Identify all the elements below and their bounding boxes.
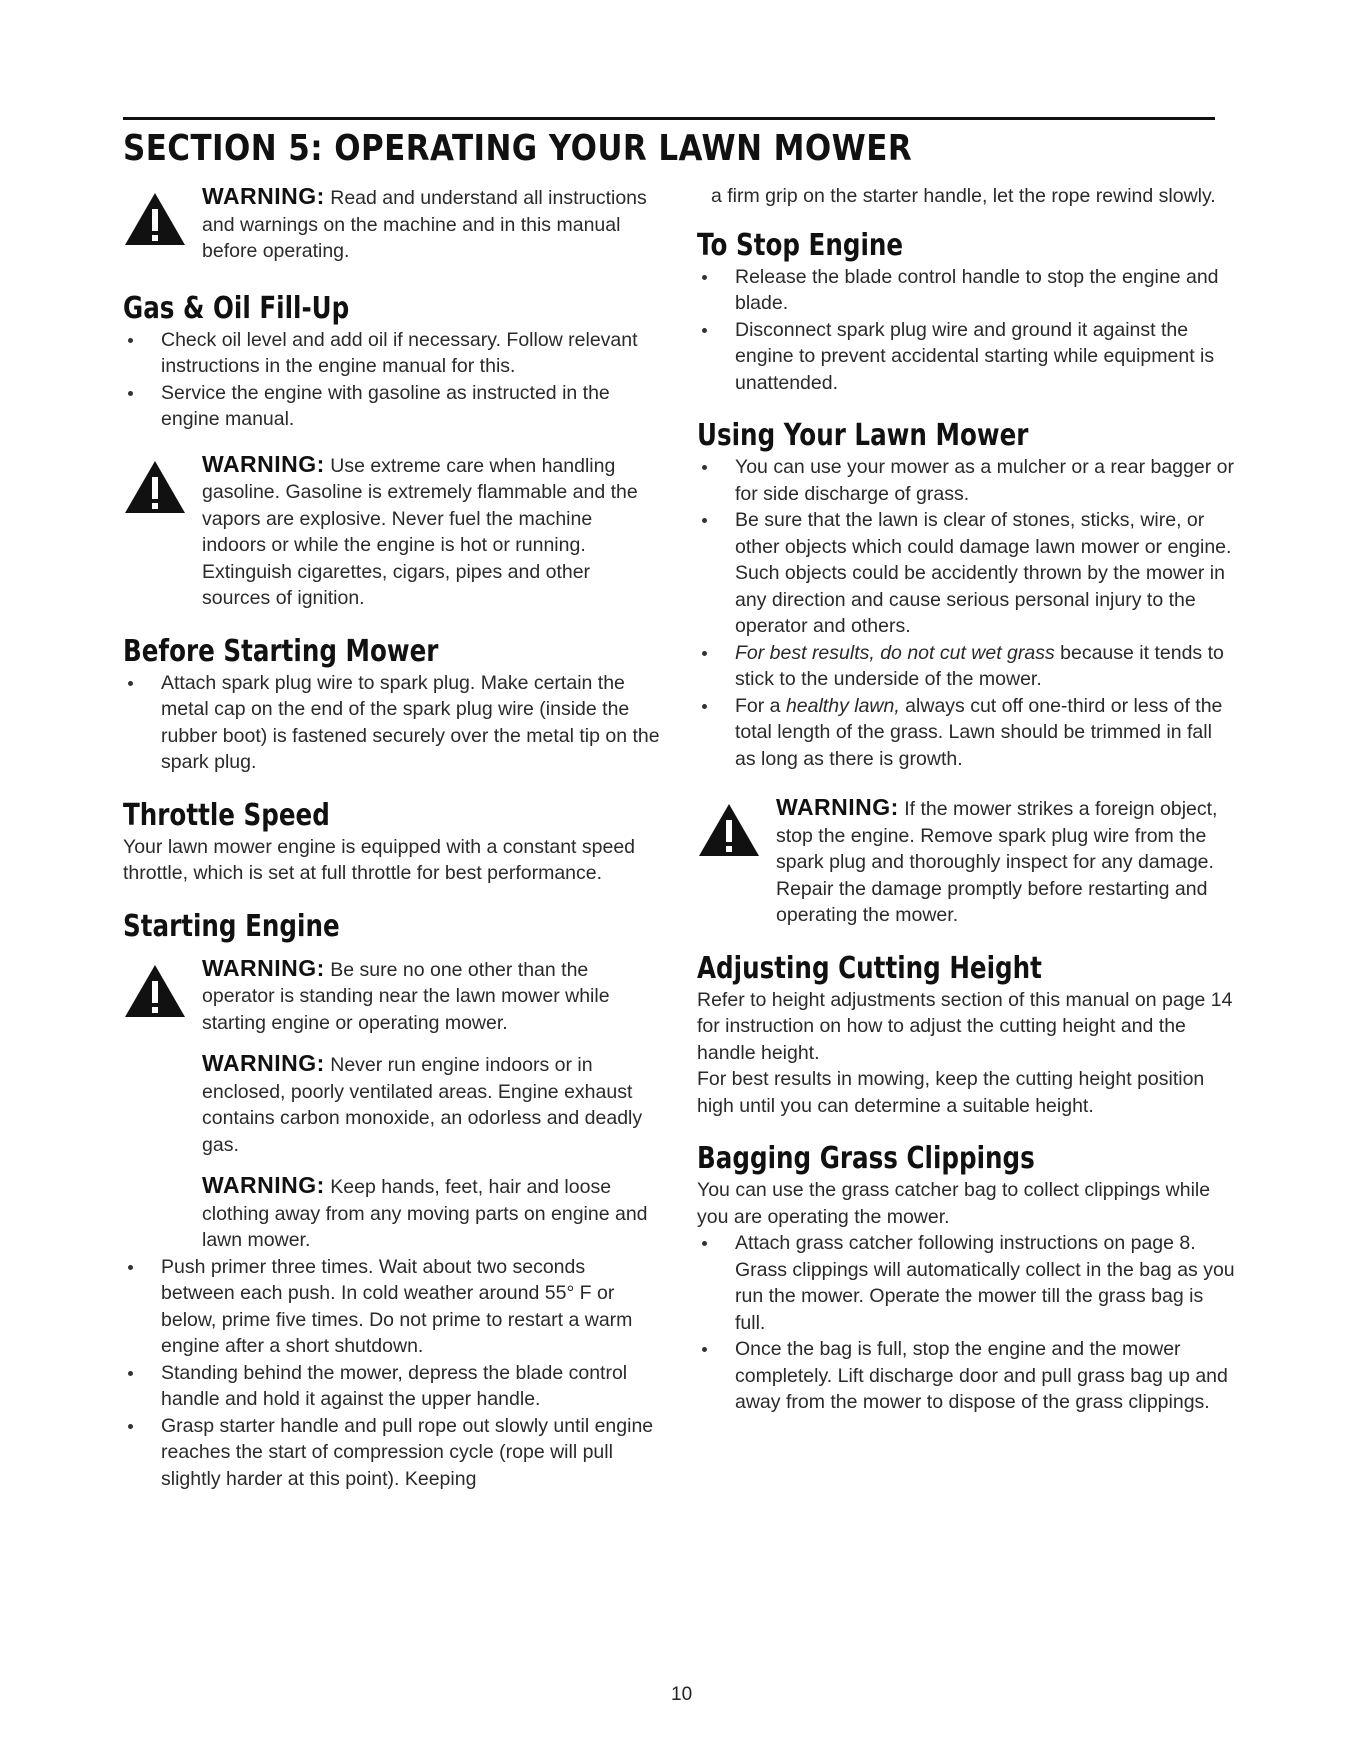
warning-text: If the mower strikes a foreign object, stop the engine. Remove spark plug wire from the spark plug and thoroughly inspect for any damage. Repair the damage promptly before restarting and operating the mower. (776, 798, 1218, 926)
before-starting-list (123, 670, 660, 776)
list-item (697, 640, 1237, 693)
warning-text: Read and understand all instructions and warnings on the machine and in this manual before operating. (202, 187, 647, 262)
list-item: Service the engine with gasoline as instructed in the engine manual. (123, 380, 660, 433)
list-item-text: always cut off one-third or less of the total length of the grass. Lawn should be trimmed in fall as long as there is growth. (735, 694, 1223, 770)
stop-engine-list (697, 264, 1237, 397)
adjusting-paragraph: For best results in mowing, keep the cutting height position high until you can determine a suitable height. (697, 1068, 1205, 1117)
list-item: Attach grass catcher following instructions on page 8. Grass clippings will automatically collect in the bag as you run the mower. Operate the mower till the grass bag is full. (697, 1230, 1237, 1336)
warning-triangle-icon (697, 802, 761, 858)
warning-ventilation (123, 1050, 660, 1158)
warning-intro (123, 183, 660, 265)
list-item: Grasp starter handle and pull rope out slowly until engine reaches the start of compression cycle (rope will pull slightly harder at this point). Keeping (123, 1413, 660, 1493)
heading-starting-engine: Starting Engine (123, 908, 340, 944)
warning-label: WARNING: (202, 1172, 325, 1198)
emphasis-text: For best results, do not cut wet grass (735, 641, 1055, 664)
bagging-text: You can use the grass catcher bag to collect clippings while you are operating the mower. (697, 1179, 1211, 1228)
page-number: 10 (671, 1684, 693, 1705)
warning-label: WARNING: (776, 794, 899, 820)
heading-before-starting: Before Starting Mower (123, 633, 439, 669)
left-column (123, 183, 660, 1492)
heading-gas-oil: Gas & Oil Fill-Up (123, 290, 350, 326)
list-item-text: because it tends to stick to the underside of the mower. (735, 641, 1224, 690)
heading-bagging: Bagging Grass Clippings (697, 1141, 1035, 1176)
heading-using-mower: Using Your Lawn Mower (697, 418, 1029, 453)
adjusting-paragraph: Refer to height adjustments section of this manual on page 14 for instruction on how to adjust the cutting height and the handle height. (697, 988, 1233, 1064)
warning-bystanders (123, 955, 660, 1037)
using-mower-list (697, 454, 1237, 772)
list-item: Be sure that the lawn is clear of stones, sticks, wire, or other objects which could damage lawn mower or engine. Such objects could be accidently thrown by the mower in any direction and cause serious personal injury to the operator and others. (697, 507, 1237, 640)
continued-text: a firm grip on the starter handle, let the rope rewind slowly. (711, 185, 1216, 207)
warning-triangle-icon (123, 963, 187, 1019)
emphasis-text: healthy lawn, (785, 694, 900, 717)
list-item: Once the bag is full, stop the engine and the mower completely. Lift discharge door and pull grass bag up and away from the mower to dispose of the grass clippings. (697, 1336, 1237, 1416)
list-item: Check oil level and add oil if necessary. Follow relevant instructions in the engine manual for this. (123, 327, 660, 380)
right-column (697, 183, 1237, 1416)
heading-to-stop-engine: To Stop Engine (697, 227, 904, 263)
list-item: Release the blade control handle to stop the engine and blade. (697, 264, 1237, 317)
warning-triangle-icon (123, 191, 187, 247)
gas-oil-list (123, 327, 660, 433)
warning-moving-parts (123, 1172, 660, 1254)
bagging-list (697, 1230, 1237, 1416)
warning-text: Never run engine indoors or in enclosed, poorly ventilated areas. Engine exhaust contains carbon monoxide, an odorless and deadly gas. (202, 1054, 643, 1156)
warning-foreign-object (697, 794, 1237, 929)
warning-text: Be sure no one other than the operator is standing near the lawn mower while starting engine or operating mower. (202, 958, 610, 1034)
list-item: Standing behind the mower, depress the blade control handle and hold it against the upper handle. (123, 1360, 660, 1413)
list-item (697, 693, 1237, 773)
warning-label: WARNING: (202, 1050, 325, 1076)
throttle-text: Your lawn mower engine is equipped with a constant speed throttle, which is set at full throttle for best performance. (123, 835, 636, 884)
list-item: Push primer three times. Wait about two seconds between each push. In cold weather around 55° F or below, prime five times. Do not prime to restart a warm engine after a short shutdown. (123, 1254, 660, 1360)
warning-triangle-icon (123, 459, 187, 515)
heading-adjusting-height: Adjusting Cutting Height (697, 950, 1042, 986)
top-rule (123, 117, 1215, 120)
warning-label: WARNING: (202, 450, 325, 477)
list-item-text: For a (735, 694, 786, 717)
list-item: Attach spark plug wire to spark plug. Make certain the metal cap on the end of the spark plug wire (inside the rubber boot) is fastened securely over the metal tip on the spark plug. (123, 670, 660, 776)
list-item: Disconnect spark plug wire and ground it against the engine to prevent accidental starting while equipment is unattended. (697, 317, 1237, 397)
warning-text: Use extreme care when handling gasoline. Gasoline is extremely flammable and the vapors are explosive. Never fuel the machine indoors or while the engine is hot or running. Extinguish cigarettes, cigars, pipes and other sources of ignition. (202, 454, 638, 609)
heading-throttle-speed: Throttle Speed (123, 797, 330, 833)
starting-engine-list (123, 1254, 660, 1493)
warning-gasoline (123, 451, 660, 612)
list-item: You can use your mower as a mulcher or a rear bagger or for side discharge of grass. (697, 454, 1237, 507)
warning-text: Keep hands, feet, hair and loose clothing away from any moving parts on engine and lawn mower. (202, 1176, 648, 1251)
warning-label: WARNING: (202, 183, 325, 209)
section-title: SECTION 5: OPERATING YOUR LAWN MOWER (123, 128, 913, 169)
warning-label: WARNING: (202, 954, 325, 981)
